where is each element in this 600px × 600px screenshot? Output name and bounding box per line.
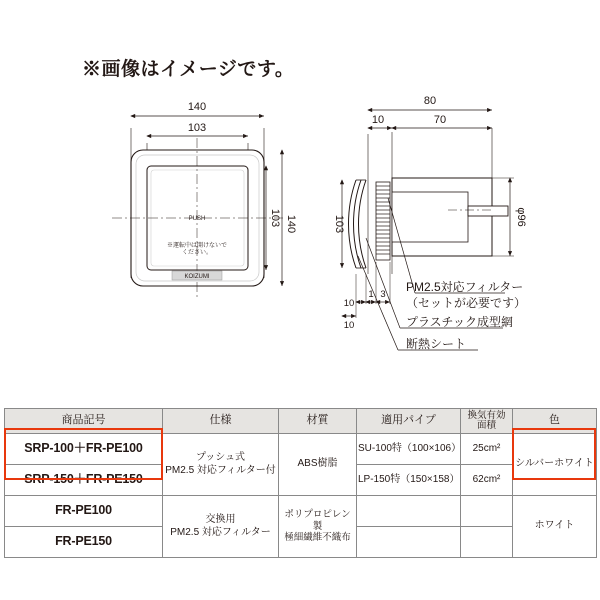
spec-table-container xyxy=(4,408,596,558)
cell-area-4 xyxy=(461,527,513,558)
header-effective-area-line1: 換気有効 xyxy=(467,410,506,422)
dim-front-inner-width: 103 xyxy=(187,122,207,134)
caution-text-line1: ※運転中は開けないで xyxy=(166,243,228,249)
dim-side-bottom-10b: 10 xyxy=(343,320,355,331)
cell-pipe-2: LP-150特（150×158） xyxy=(357,465,461,496)
dim-pipe-diameter: φ96 xyxy=(515,207,527,227)
callout-insulation-sheet: 断熱シート xyxy=(406,337,467,351)
header-product-code: 商品記号 xyxy=(5,409,163,434)
cell-material-pp-line1: ポリプロピレン製 xyxy=(284,508,351,532)
header-spec: 仕様 xyxy=(163,409,279,434)
cell-material-pp xyxy=(279,496,357,558)
product-dimension-drawing xyxy=(0,88,600,393)
cell-material-pp-line2: 極細繊維不織布 xyxy=(284,532,351,544)
cell-material-abs: ABS樹脂 xyxy=(279,434,357,496)
cell-product-code-3: FR-PE100 xyxy=(5,496,163,527)
cell-spec-replacement-line1: 交換用 xyxy=(205,514,236,525)
cell-pipe-3 xyxy=(357,496,461,527)
dim-side-bottom-1: 1 xyxy=(368,289,374,300)
header-effective-area-line2: 面積 xyxy=(476,420,496,431)
cell-area-2: 62cm² xyxy=(461,465,513,496)
cell-product-code-1: SRP-100＋FR-PE100 xyxy=(5,434,163,465)
header-color: 色 xyxy=(513,409,597,434)
image-disclaimer-note: ※画像はイメージです。 xyxy=(82,59,295,80)
cell-product-code-2: SRP-150＋FR-PE150 xyxy=(5,465,163,496)
dim-side-height-103: 103 xyxy=(333,214,345,234)
cell-area-1: 25cm² xyxy=(461,434,513,465)
dim-front-outer-width: 140 xyxy=(187,101,207,113)
push-label: PUSH xyxy=(188,216,206,222)
cell-spec-push-line1: プッシュ式 xyxy=(195,452,246,463)
cell-area-3 xyxy=(461,496,513,527)
table-row xyxy=(5,496,597,527)
caution-text-line2: ください。 xyxy=(181,250,213,256)
header-effective-area xyxy=(461,409,513,434)
header-pipe: 適用パイプ xyxy=(357,409,461,434)
dim-side-depth-10: 10 xyxy=(371,114,385,126)
cell-product-code-4: FR-PE150 xyxy=(5,527,163,558)
dim-front-inner-height: 103 xyxy=(269,208,281,228)
dim-side-total-depth: 80 xyxy=(423,95,437,107)
table-header-row xyxy=(5,409,597,434)
cell-spec-replacement-line2: PM2.5 対応フィルター xyxy=(170,526,271,538)
callout-pm25-filter-note: （セットが必要です） xyxy=(406,296,527,310)
spec-table xyxy=(4,408,597,558)
dim-side-bottom-3: 3 xyxy=(380,289,386,300)
brand-label: KOIZUMI xyxy=(184,274,210,280)
cell-color-silverwhite: シルバーホワイト xyxy=(513,434,597,496)
cell-spec-push xyxy=(163,434,279,496)
cell-color-white: ホワイト xyxy=(513,496,597,558)
header-material: 材質 xyxy=(279,409,357,434)
cell-pipe-4 xyxy=(357,527,461,558)
dim-side-bottom-10a: 10 xyxy=(343,298,355,309)
dim-front-outer-height: 140 xyxy=(285,214,297,234)
callout-pm25-filter: PM2.5対応フィルター xyxy=(406,280,524,294)
callout-plastic-mesh: プラスチック成型網 xyxy=(406,315,514,329)
cell-spec-push-line2: PM2.5 対応フィルター付 xyxy=(165,464,276,476)
table-row xyxy=(5,434,597,465)
cell-spec-replacement xyxy=(163,496,279,558)
dim-side-depth-70: 70 xyxy=(433,114,447,126)
cell-pipe-1: SU-100特（100×106） xyxy=(357,434,461,465)
